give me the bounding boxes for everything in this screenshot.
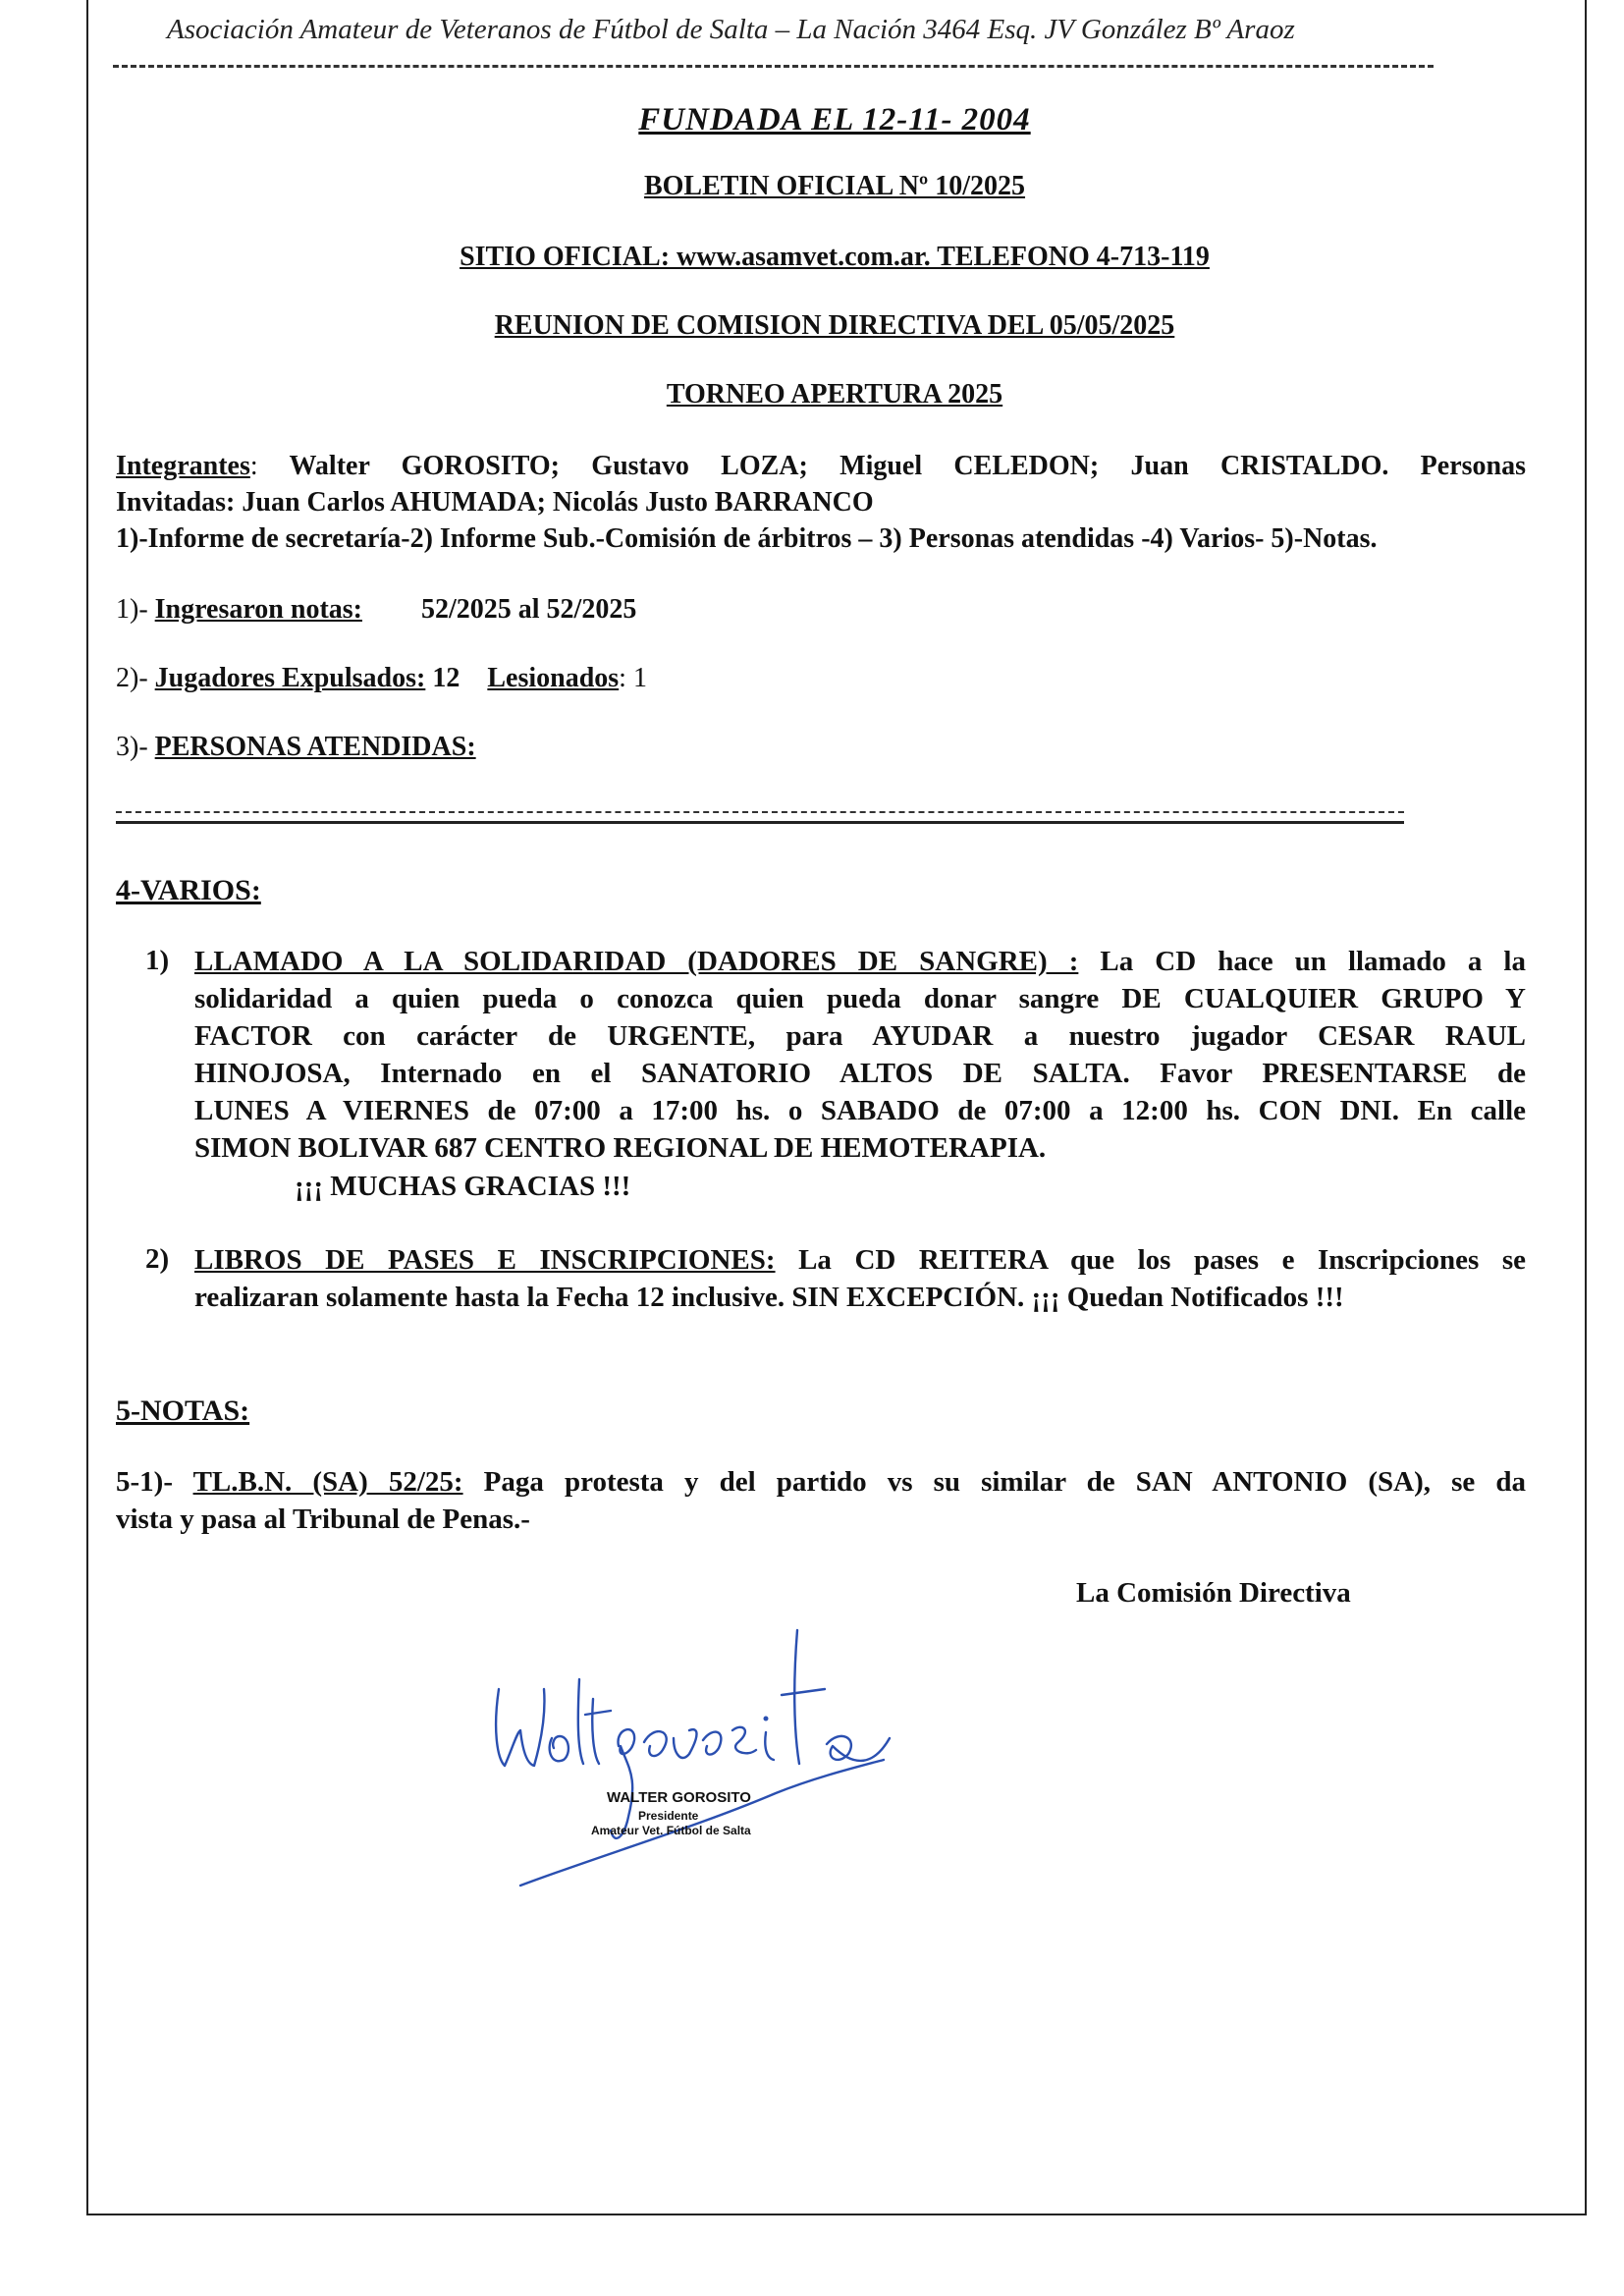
header-divider xyxy=(113,65,1434,68)
note1-num: 5-1)- xyxy=(116,1466,173,1498)
section2-num: 2)- xyxy=(116,663,148,693)
founded-text: FUNDADA EL 12-11- 2004 xyxy=(638,102,1031,137)
item2-num: 2) xyxy=(145,1243,170,1275)
item1-text-0: La CD hace un llamado a la xyxy=(1078,946,1526,977)
section2-players xyxy=(116,660,647,696)
item1-line6: SIMON BOLIVAR 687 CENTRO REGIONAL DE HEMOTERAPIA. xyxy=(194,1132,1047,1164)
meeting-title xyxy=(86,310,1583,342)
association-header: Asociación Amateur de Veteranos de Fútbol de Salta – La Nación 3464 Esq. JV González Bº Araoz xyxy=(167,14,1295,45)
stamp-org: Amateur Vet. Fútbol de Salta xyxy=(591,1824,751,1837)
note1-text: Paga protesta y del partido vs su similar de SAN ANTONIO (SA), se da xyxy=(462,1466,1526,1498)
item2-text-0: La CD REITERA que los pases e Inscripciones se xyxy=(775,1244,1527,1276)
section1-value: 52/2025 al 52/2025 xyxy=(420,594,637,625)
section1-num: 1)- xyxy=(116,594,148,625)
section-divider-solid xyxy=(116,821,1404,824)
section1-label: Ingresaron notas: xyxy=(154,594,362,625)
note1-ref: TL.B.N. (SA) 52/25: xyxy=(192,1466,463,1498)
members-colon: : xyxy=(249,451,258,481)
item1-line2: solidaridad a quien pueda o conozca quien pueda donar sangre DE CUALQUIER GRUPO Y xyxy=(194,983,1526,1014)
section3-num: 3)- xyxy=(116,732,148,762)
closing-signoff: La Comisión Directiva xyxy=(1076,1577,1351,1609)
item1-num: 1) xyxy=(145,945,170,976)
section-divider-dashed xyxy=(116,811,1404,813)
members-label: Integrantes xyxy=(116,451,250,481)
section5-title-text: 5-NOTAS: xyxy=(116,1394,250,1427)
item1-line1 xyxy=(194,943,1526,980)
section2-label: Jugadores Expulsados: xyxy=(154,663,426,693)
section2-value: 12 xyxy=(432,663,460,693)
item2-heading: LIBROS DE PASES E INSCRIPCIONES: xyxy=(194,1244,776,1276)
item2-line2: realizaran solamente hasta la Fecha 12 inclusive. SIN EXCEPCIÓN. ¡¡¡ Quedan Notificados !!! xyxy=(194,1282,1344,1313)
signature-block xyxy=(481,1620,893,1895)
members-line1 xyxy=(116,448,1526,484)
stamp-role: Presidente xyxy=(638,1809,699,1823)
item1-heading: LLAMADO A LA SOLIDARIDAD (DADORES DE SANGRE) : xyxy=(194,946,1079,977)
meeting-text: REUNION DE COMISION DIRECTIVA DEL 05/05/2025 xyxy=(494,310,1175,341)
handwritten-signature xyxy=(481,1620,893,1895)
founded-date xyxy=(86,102,1583,138)
item1-line5: LUNES A VIERNES de 07:00 a 17:00 hs. o SABADO de 07:00 a 12:00 hs. CON DNI. En calle xyxy=(194,1095,1526,1126)
official-site xyxy=(86,242,1583,273)
section3-attended xyxy=(116,729,476,765)
item1-thanks: ¡¡¡ MUCHAS GRACIAS !!! xyxy=(295,1171,631,1202)
item2-line1 xyxy=(194,1241,1526,1279)
section3-label: PERSONAS ATENDIDAS: xyxy=(154,732,476,762)
site-text: SITIO OFICIAL: www.asamvet.com.ar. TELEFONO 4-713-119 xyxy=(460,242,1210,272)
tournament-text: TORNEO APERTURA 2025 xyxy=(666,379,1003,410)
agenda-line: 1)-Informe de secretaría-2) Informe Sub.-Comisión de árbitros – 3) Personas atendidas -4) Varios- 5)-Notas. xyxy=(116,523,1378,554)
stamp-name: WALTER GOROSITO xyxy=(607,1789,751,1806)
bulletin-number xyxy=(86,171,1583,202)
members-names: Walter GOROSITO; Gustavo LOZA; Miguel CELEDON; Juan CRISTALDO. Personas xyxy=(289,451,1527,481)
note1-line2: vista y pasa al Tribunal de Penas.- xyxy=(116,1503,530,1535)
signature-dot xyxy=(764,1717,769,1722)
section1-notes xyxy=(116,591,636,628)
section4-title xyxy=(116,872,261,908)
note1-line1 xyxy=(116,1463,1526,1501)
tournament-title xyxy=(86,379,1583,410)
members-line2: Invitadas: Juan Carlos AHUMADA; Nicolás Justo BARRANCO xyxy=(116,487,874,518)
bulletin-text: BOLETIN OFICIAL Nº 10/2025 xyxy=(643,171,1026,201)
item1-line3: FACTOR con carácter de URGENTE, para AYUDAR a nuestro jugador CESAR RAUL xyxy=(194,1020,1526,1052)
section5-title xyxy=(116,1393,249,1429)
section2-label2: Lesionados xyxy=(487,663,620,693)
section4-title-text: 4-VARIOS: xyxy=(116,874,261,906)
section2-value2: : 1 xyxy=(619,663,647,693)
item1-line4: HINOJOSA, Internado en el SANATORIO ALTOS DE SALTA. Favor PRESENTARSE de xyxy=(194,1058,1526,1089)
